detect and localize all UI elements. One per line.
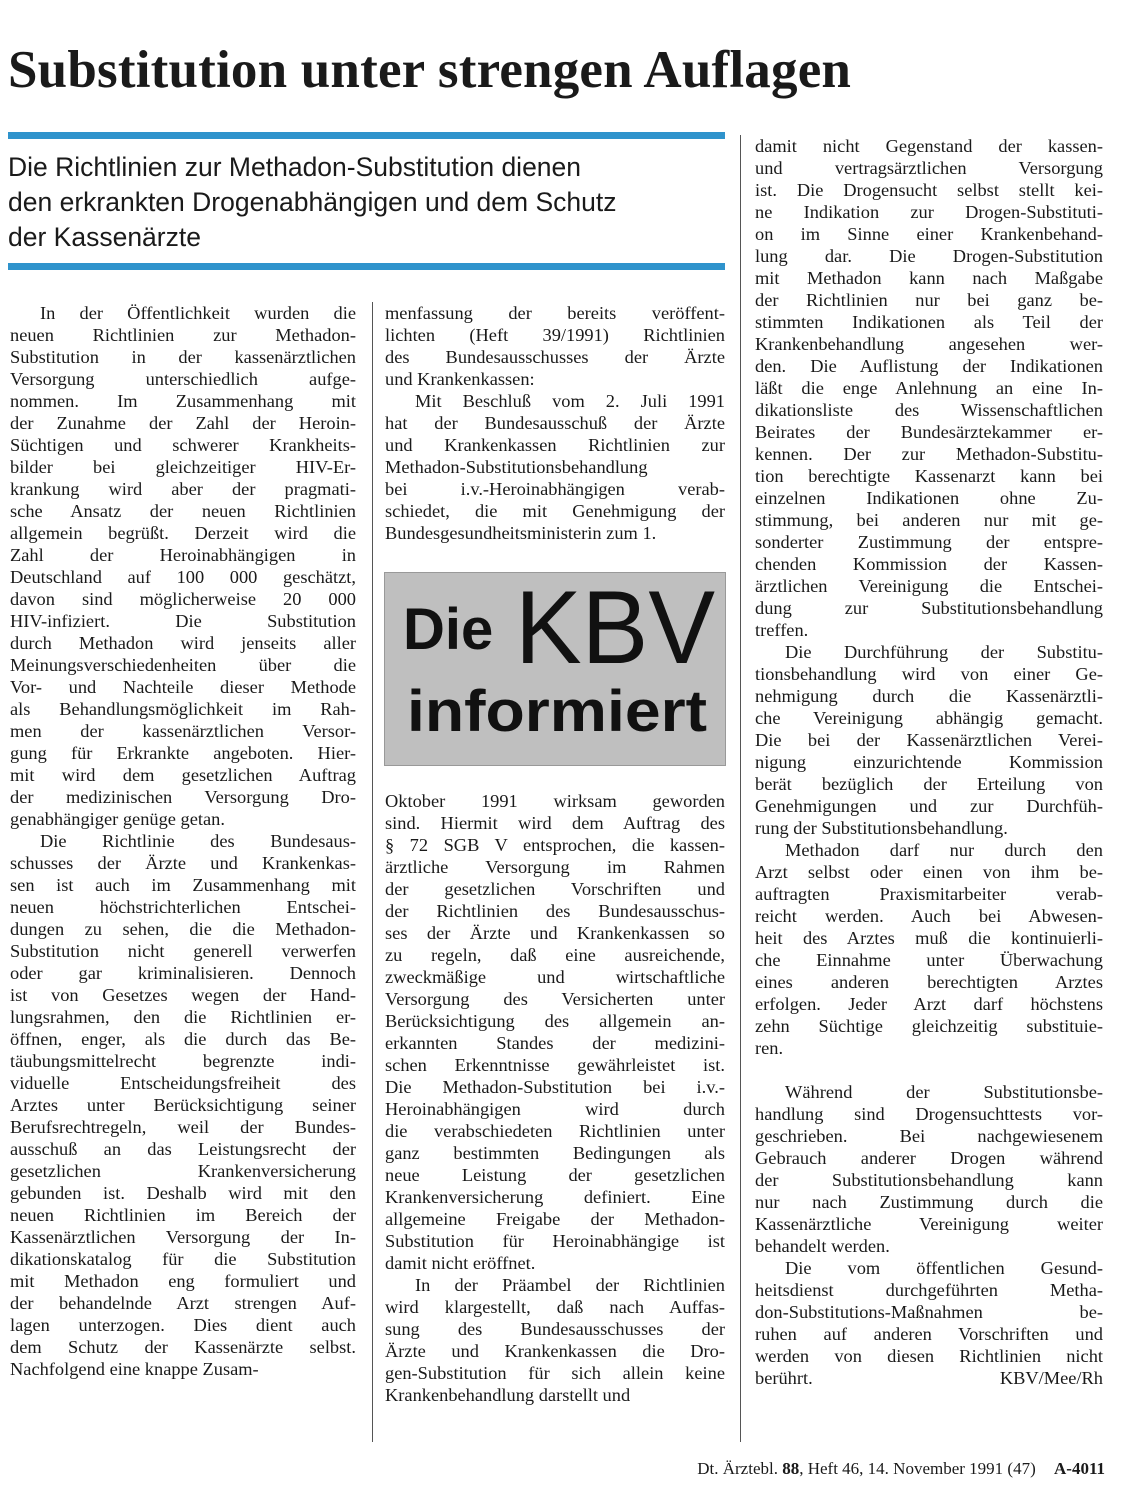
text-line: Heroinabhängigen wird durch <box>385 1099 725 1119</box>
text-line: rung der Substitutionsbehandlung. <box>755 818 1008 838</box>
text-line: Gebrauch anderer Drogen während <box>755 1148 1103 1168</box>
text-line: mit Methadon eng formuliert und <box>10 1271 356 1291</box>
deck-line: den erkrankten Drogenabhängigen und dem Schutz <box>8 187 617 217</box>
text-line: neue Leistung der gesetzlichen <box>385 1165 725 1185</box>
text-line: damit nicht Gegenstand der kassen- <box>755 136 1103 156</box>
text-line: ausschuß an das Leistungsrecht der <box>10 1139 356 1159</box>
text-column-3 <box>755 135 1103 1389</box>
logo-die-text: Die <box>403 597 494 662</box>
text-line: Während der Substitutionsbe- <box>785 1082 1103 1102</box>
text-line: neuen Richtlinien im Bereich der <box>10 1205 356 1225</box>
text-line: Die Richtlinie des Bundesaus- <box>40 831 356 851</box>
text-line: als Behandlungsmöglichkeit im Rah- <box>10 699 356 719</box>
text-line: erfolgen. Jeder Arzt darf höchstens <box>755 994 1103 1014</box>
text-line: Kassenärztlichen Versorgung der In- <box>10 1227 356 1247</box>
kbv-informiert-logo <box>384 572 726 766</box>
text-line: einzelnen Indikationen ohne Zu- <box>755 488 1103 508</box>
text-line: Krankenbehandlung darstellt und <box>385 1385 631 1405</box>
text-line: dung zur Substitutionsbehandlung <box>755 598 1103 618</box>
text-line: täubungsmittelrecht begrenzte indi- <box>10 1051 356 1071</box>
text-line: ne Indikation zur Drogen-Substituti- <box>755 202 1103 222</box>
text-line: der Substitutionsbehandlung kann <box>755 1170 1103 1190</box>
text-column-1 <box>10 302 356 1380</box>
text-line: menfassung der bereits veröffent- <box>385 303 725 323</box>
text-line: gebunden ist. Deshalb wird mit den <box>10 1183 356 1203</box>
text-line: Die Durchführung der Substitu- <box>785 642 1103 662</box>
text-line: Arztes unter Berücksichtigung seiner <box>10 1095 356 1115</box>
text-line: allgemein begrüßt. Derzeit wird die <box>10 523 356 543</box>
text-line: kennen. Der zur Methadon-Substitu- <box>755 444 1103 464</box>
text-line: Krankenversicherung definiert. Eine <box>385 1187 725 1207</box>
text-line: chenden Kommission der Kassen- <box>755 554 1103 574</box>
text-line: schiedet, die mit Genehmigung der <box>385 501 725 521</box>
text-line: Krankenbehandlung angesehen wer- <box>755 334 1103 354</box>
text-line: Vor- und Nachteile dieser Methode <box>10 677 356 697</box>
text-line: dikationskatalog für die Substitution <box>10 1249 356 1269</box>
text-line: In der Präambel der Richtlinien <box>415 1275 725 1295</box>
footer-page-number: A-4011 <box>1054 1459 1105 1478</box>
text-line: lungsrahmen, den die Richtlinien er- <box>10 1007 356 1027</box>
text-line: ist. Die Drogensucht selbst stellt kei- <box>755 180 1103 200</box>
text-line: lung dar. Die Drogen-Substitution <box>755 246 1103 266</box>
text-line: läßt die enge Anlehnung an eine In- <box>755 378 1103 398</box>
text-line: Arzt selbst oder einen von ihm be- <box>755 862 1103 882</box>
deck-line: der Kassenärzte <box>8 222 201 252</box>
text-line: bilder bei gleichzeitiger HIV-Er- <box>10 457 356 477</box>
text-line: genabhängiger genüge getan. <box>10 809 225 829</box>
text-line: Kassenärztliche Vereinigung weiter <box>755 1214 1103 1234</box>
text-line: nehmigung durch die Kassenärztli- <box>755 686 1103 706</box>
text-line: dikationsliste des Wissenschaftlichen <box>755 400 1103 420</box>
text-line: Versorgung unterschiedlich aufge- <box>10 369 356 389</box>
deck-line: Die Richtlinien zur Methadon-Substitution dienen <box>8 152 582 182</box>
text-line: Ärzte und Krankenkassen die Dro- <box>385 1341 725 1361</box>
text-line: oder gar kriminalisieren. Dennoch <box>10 963 356 983</box>
deck-rule-top <box>8 132 725 139</box>
text-line: des Bundesausschusses der Ärzte <box>385 347 725 367</box>
text-line: dungen zu sehen, die die Methadon- <box>10 919 356 939</box>
text-line: der Richtlinien des Bundesausschus- <box>385 901 725 921</box>
text-line: ärztliche Versorgung im Rahmen <box>385 857 725 877</box>
text-line: Berücksichtigung des allgemein an- <box>385 1011 725 1031</box>
author-signature: KBV/Mee/Rh <box>999 1368 1103 1388</box>
text-line: Beirates der Bundesärztekammer er- <box>755 422 1103 442</box>
text-line: der medizinischen Versorgung Dro- <box>10 787 356 807</box>
text-line: werden von diesen Richtlinien nicht <box>755 1346 1103 1366</box>
text-line: zehn Süchtige gleichzeitig substituie- <box>755 1016 1103 1036</box>
text-line: geschrieben. Bei nachgewiesenem <box>755 1126 1103 1146</box>
text-line: heit des Arztes muß die kontinuierli- <box>755 928 1103 948</box>
text-line: eines anderen berechtigten Arztes <box>755 972 1103 992</box>
text-line: sonderter Zustimmung der entspre- <box>755 532 1103 552</box>
text-line: Methadon-Substitutionsbehandlung <box>385 457 648 477</box>
text-line: gesetzlichen Krankenversicherung <box>10 1161 356 1181</box>
text-line: der behandelnde Arzt strengen Auf- <box>10 1293 356 1313</box>
text-line: Substitution in der kassenärztlichen <box>10 347 356 367</box>
text-line: sind. Hiermit wird dem Auftrag des <box>385 813 725 833</box>
text-line: berät bezüglich der Erteilung von <box>755 774 1103 794</box>
column-divider-2 <box>740 135 741 1442</box>
text-line: ses der Ärzte und Krankenkassen so <box>385 923 725 943</box>
text-line: tionsbehandlung wird von einer Ge- <box>755 664 1103 684</box>
text-line: erkannten Standes der medizini- <box>385 1033 725 1053</box>
text-column-2-top <box>385 302 725 544</box>
text-line: che Einnahme unter Überwachung <box>755 950 1103 970</box>
text-line: der Richtlinien nur bei ganz be- <box>755 290 1103 310</box>
text-line: neuen Richtlinien zur Methadon- <box>10 325 356 345</box>
text-line: Oktober 1991 wirksam geworden <box>385 791 725 811</box>
text-line: Substitution für Heroinabhängige ist <box>385 1231 725 1251</box>
text-column-2-bottom <box>385 790 725 1406</box>
text-line: sche Ansatz der neuen Richtlinien <box>10 501 356 521</box>
text-line: Die bei der Kassenärztlichen Verei- <box>755 730 1103 750</box>
text-line: zweckmäßige und wirtschaftliche <box>385 967 725 987</box>
text-line: hat der Bundesausschuß der Ärzte <box>385 413 725 433</box>
text-line: nur nach Zustimmung durch die <box>755 1192 1103 1212</box>
text-line: men der kassenärztlichen Versor- <box>10 721 356 741</box>
text-line: gung für Erkrankte angeboten. Hier- <box>10 743 356 763</box>
text-line: che Vereinigung abhängig gemacht. <box>755 708 1103 728</box>
text-line: der Zunahme der Zahl der Heroin- <box>10 413 356 433</box>
text-line: heitsdienst durchgeführten Metha- <box>755 1280 1103 1300</box>
text-line: sung des Bundesausschusses der <box>385 1319 725 1339</box>
text-line: § 72 SGB V entsprochen, die kassen- <box>385 835 725 855</box>
text-line: Versorgung des Versicherten unter <box>385 989 725 1009</box>
text-line: Meinungsverschiedenheiten über die <box>10 655 356 675</box>
footer-volume: 88 <box>782 1459 800 1478</box>
text-line: schen Erkenntnisse gewährleistet ist. <box>385 1055 725 1075</box>
text-line: und vertragsärztlichen Versorgung <box>755 158 1103 178</box>
text-line: Bundesgesundheitsministerin zum 1. <box>385 523 657 543</box>
text-line: handlung sind Drogensuchttests vor- <box>755 1104 1103 1124</box>
text-line: behandelt werden. <box>755 1236 890 1256</box>
text-line: nigung einzurichtende Kommission <box>755 752 1103 772</box>
text-line: treffen. <box>755 620 809 640</box>
text-line: reicht werden. Auch bei Abwesen- <box>755 906 1103 926</box>
logo-informiert-text: informiert <box>407 679 707 744</box>
text-line: Genehmigungen und zur Durchfüh- <box>755 796 1103 816</box>
text-line: tion berechtigte Kassenarzt kann bei <box>755 466 1103 486</box>
text-line: Substitution nicht generell verwerfen <box>10 941 356 961</box>
text-line: wird klargestellt, daß nach Auffas- <box>385 1297 725 1317</box>
text-line: zu regeln, daß eine ausreichende, <box>385 945 725 965</box>
text-line: In der Öffentlichkeit wurden die <box>40 303 356 323</box>
text-line: viduelle Entscheidungsfreiheit des <box>10 1073 356 1093</box>
text-line: Methadon darf nur durch den <box>785 840 1103 860</box>
text-line: Süchtigen und schwerer Krankheits- <box>10 435 356 455</box>
text-line: öffnen, enger, als die durch das Be- <box>10 1029 356 1049</box>
text-line: Berufsrechtregeln, weil der Bundes- <box>10 1117 356 1137</box>
footer-journal: Dt. Ärztebl. <box>697 1459 778 1478</box>
text-line: stimmung, bei anderen nur mit ge- <box>755 510 1103 530</box>
text-line: ruhen auf anderen Vorschriften und <box>755 1324 1103 1344</box>
text-line: lichten (Heft 39/1991) Richtlinien <box>385 325 725 345</box>
text-line: HIV-infiziert. Die Substitution <box>10 611 356 631</box>
text-line: schusses der Ärzte und Krankenkas- <box>10 853 356 873</box>
text-line: krankung wird aber der pragmati- <box>10 479 356 499</box>
logo-kbv-text: KBV <box>515 573 715 686</box>
text-line: und Krankenkassen: <box>385 369 535 389</box>
text-line: Die Methadon-Substitution bei i.v.- <box>385 1077 725 1097</box>
text-line: der gesetzlichen Vorschriften und <box>385 879 725 899</box>
text-line: mit wird dem gesetzlichen Auftrag <box>10 765 356 785</box>
page-footer <box>697 1458 1105 1480</box>
text-line: den. Die Auflistung der Indikationen <box>755 356 1103 376</box>
text-line: Deutschland auf 100 000 geschätzt, <box>10 567 356 587</box>
text-line: und Krankenkassen Richtlinien zur <box>385 435 725 455</box>
text-line: ren. <box>755 1038 784 1058</box>
article-headline: Substitution unter strengen Auflagen <box>8 41 852 99</box>
text-line: die verabschiedeten Richtlinien unter <box>385 1121 725 1141</box>
text-line: Nachfolgend eine knappe Zusam- <box>10 1359 259 1379</box>
text-line: on im Sinne einer Krankenbehand- <box>755 224 1103 244</box>
text-line: Mit Beschluß vom 2. Juli 1991 <box>415 391 725 411</box>
text-line: allgemeine Freigabe der Methadon- <box>385 1209 725 1229</box>
text-line: gen-Substitution für sich allein keine <box>385 1363 725 1383</box>
text-line: damit nicht eröffnet. <box>385 1253 536 1273</box>
text-line: ist von Gesetzes wegen der Hand- <box>10 985 356 1005</box>
text-line: davon sind möglicherweise 20 000 <box>10 589 356 609</box>
text-line: mit Methadon kann nach Maßgabe <box>755 268 1103 288</box>
footer-issue: , Heft 46, 14. November 1991 (47) <box>799 1459 1036 1478</box>
text-line: Die vom öffentlichen Gesund- <box>785 1258 1103 1278</box>
text-line: nommen. Im Zusammenhang mit <box>10 391 356 411</box>
text-line: sen ist auch im Zusammenhang mit <box>10 875 356 895</box>
text-line: lagen unterzogen. Dies dient auch <box>10 1315 356 1335</box>
column-divider-1 <box>372 302 373 1442</box>
text-line: auftragten Praxismitarbeiter verab- <box>755 884 1103 904</box>
text-line: stimmten Indikationen als Teil der <box>755 312 1103 332</box>
text-line: Zahl der Heroinabhängigen in <box>10 545 356 565</box>
text-line: durch Methadon wird jenseits aller <box>10 633 356 653</box>
article-deck <box>8 150 728 255</box>
text-line: ärztlichen Vereinigung die Entschei- <box>755 576 1103 596</box>
text-line: bei i.v.-Heroinabhängigen verab- <box>385 479 725 499</box>
deck-rule-bottom <box>8 263 725 270</box>
text-line: don-Substitutions-Maßnahmen be- <box>755 1302 1103 1322</box>
text-line: neuen höchstrichterlichen Entschei- <box>10 897 356 917</box>
text-line <box>755 1059 1103 1081</box>
text-line: berührt. <box>755 1368 813 1388</box>
text-line: ganz bestimmten Bedingungen als <box>385 1143 725 1163</box>
text-line: dem Schutz der Kassenärzte selbst. <box>10 1337 356 1357</box>
